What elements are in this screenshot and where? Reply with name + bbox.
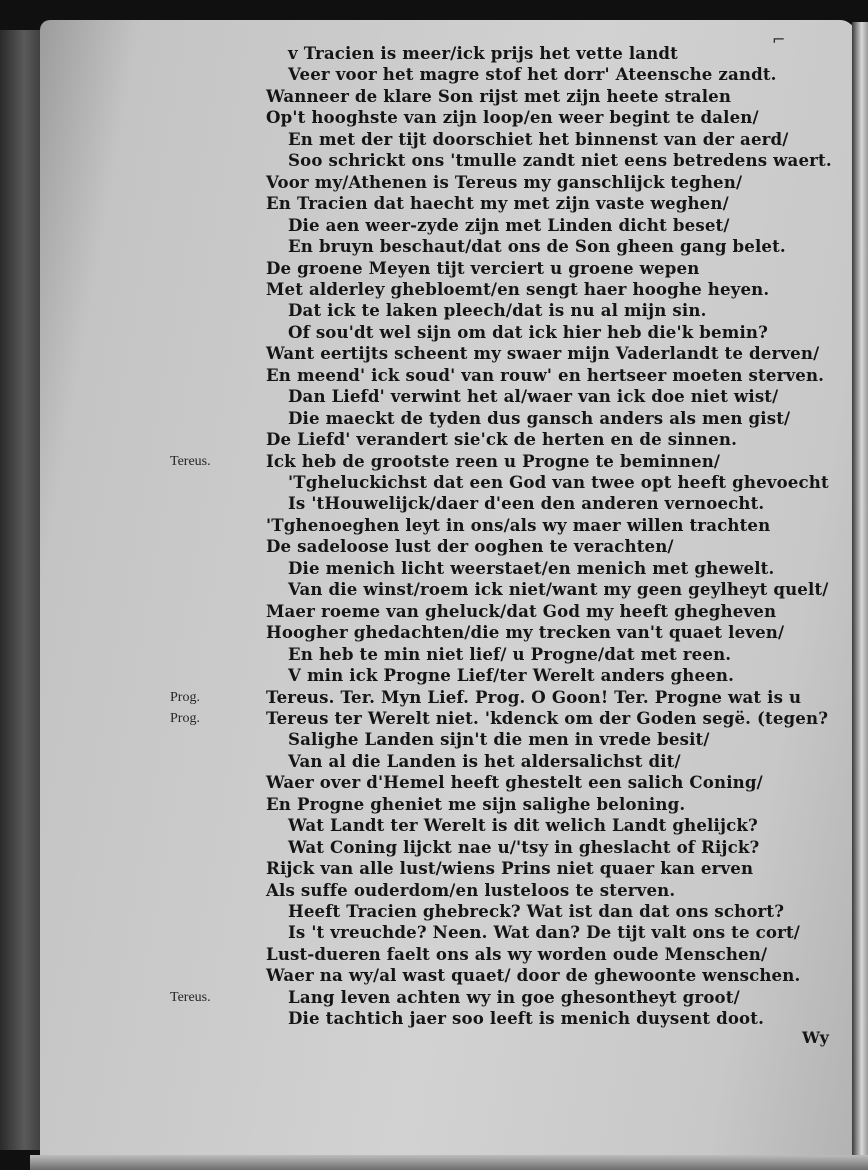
verse-line: Tereus. Ter. Myn Lief. Prog. O Goon! Ter. Progne wat is u [266,686,802,707]
verse-line: V min ick Progne Lief/ter Werelt anders gheen. [288,665,735,686]
verse-line: Is 'tHouwelijck/daer d'een den anderen vernoecht. [288,493,765,514]
verse-line: Hoogher ghedachten/die my trecken van't quaet leven/ [266,622,785,643]
verse-line: Waer na wy/al wast quaet/ door de ghewoonte wenschen. [266,965,801,986]
speaker-label: Tereus. [170,453,211,469]
verse-line: Of sou'dt wel sijn om dat ick hier heb die'k bemin? [288,321,768,342]
verse-line: Voor my/Athenen is Tereus my ganschlijck teghen/ [266,171,743,192]
verse-line: Die maeckt de tyden dus gansch anders als men gist/ [288,407,791,428]
verse-line: Want eertijts scheent my swaer mijn Vaderlandt te derven/ [266,343,820,364]
verse-line: En met der tijt doorschiet het binnenst van der aerd/ [288,128,789,149]
verse-line: En Tracien dat haecht my met zijn vaste weghen/ [266,193,729,214]
speaker-label: Tereus. [170,989,211,1005]
verse-line: Die aen weer-zyde zijn met Linden dicht beset/ [288,214,730,235]
verse-line: Die menich licht weerstaet/en menich met ghewelt. [288,557,775,578]
verse-line: Salighe Landen sijn't die men in vrede besit/ [288,729,710,750]
verse-line: Als suffe ouderdom/en lusteloos te sterven. [266,879,676,900]
verse-line: Tereus ter Werelt niet. 'kdenck om der Goden segë. (tegen? [266,707,829,728]
verse-line: Op't hooghste van zijn loop/en weer begint te dalen/ [266,107,759,128]
verse-line: De sadeloose lust der ooghen te verachten/ [266,536,674,557]
verse-line: 'Tgheluckichst dat een God van twee opt heeft ghevoecht [288,472,829,492]
verse-line: Met alderley ghebloemt/en sengt haer hooghe heyen. [266,278,770,299]
verse-line: De Liefd' verandert sie'ck de herten en de sinnen. [266,429,737,450]
verse-line: v Tracien is meer/ick prijs het vette landt [288,43,678,63]
verse-line: Lust-dueren faelt ons als wy worden oude Menschen/ [266,943,768,964]
verse-line: Veer voor het magre stof het dorr' Ateensche zandt. [288,64,777,85]
verse-line: Van al die Landen is het aldersalichst dit/ [288,750,681,771]
verse-line: Is 't vreuchde? Neen. Wat dan? De tijt valt ons te cort/ [288,922,801,943]
verse-line: En bruyn beschaut/dat ons de Son gheen gang belet. [288,236,786,257]
catchword: Wy [802,1028,829,1047]
verse-line: Wanneer de klare Son rijst met zijn heete stralen [266,85,732,106]
verse-line: Soo schrickt ons 'tmulle zandt niet eens betredens waert. [288,150,832,171]
verse-line: En heb te min niet lief/ u Progne/dat met reen. [288,643,732,664]
speaker-label: Prog. [170,710,200,726]
speaker-label: Prog. [170,689,200,705]
verse-line: Wat Coning lijckt nae u/'tsy in gheslacht of Rijck? [288,836,760,857]
verse-line: 'Tghenoeghen leyt in ons/als wy maer willen trachten [266,514,771,535]
verse-line: Maer roeme van gheluck/dat God my heeft ghegheven [266,600,777,621]
verse-line: Ick heb de grootste reen u Progne te beminnen/ [266,450,721,471]
verse-line: Waer over d'Hemel heeft ghestelt een salich Coning/ [266,772,763,793]
verse-line: Wat Landt ter Werelt is dit welich Landt ghelijck? [288,815,758,836]
verse-line: En meend' ick soud' van rouw' en hertseer moeten sterven. [266,364,825,385]
verse-line: Dat ick te laken pleech/dat is nu al mijn sin. [288,300,707,321]
corner-mark-icon: ⌐ [772,30,786,49]
verse-line: Rijck van alle lust/wiens Prins niet quaer kan erven [266,858,754,879]
verse-line: Lang leven achten wy in goe ghesontheyt groot/ [288,986,740,1007]
verse-line: En Progne gheniet me sijn salighe beloning. [266,793,686,814]
verse-line: Die tachtich jaer soo leeft is menich duysent doot. [288,1008,765,1029]
verse-line: Van die winst/roem ick niet/want my geen geylheyt quelt/ [288,579,829,600]
verse-line: Dan Liefd' verwint het al/waer van ick doe niet wist/ [288,386,779,407]
verse-line: De groene Meyen tijt verciert u groene wepen [266,257,700,278]
verse-line: Heeft Tracien ghebreck? Wat ist dan dat ons schort? [288,901,785,921]
